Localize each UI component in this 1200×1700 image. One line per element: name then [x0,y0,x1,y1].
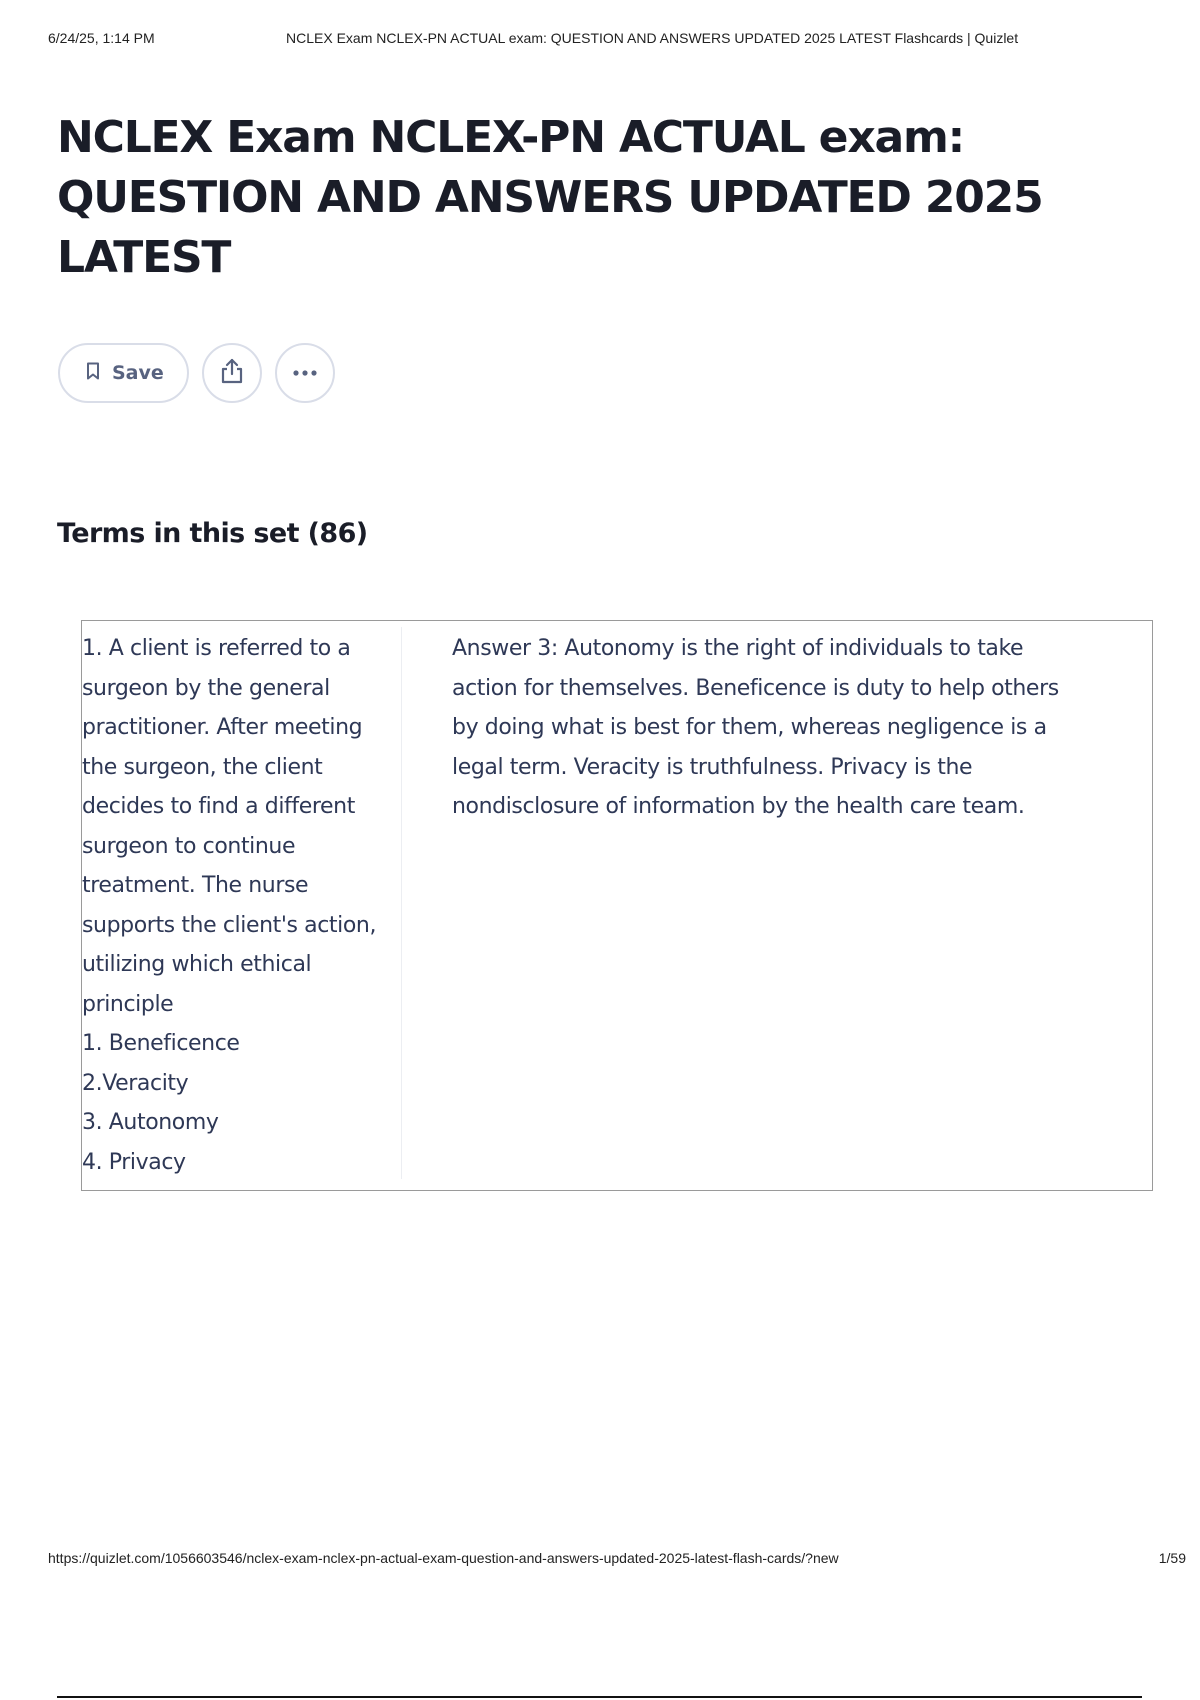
terms-heading: Terms in this set (86) [57,518,368,549]
bookmark-icon [86,362,100,385]
save-button[interactable] [58,343,189,403]
page-url: https://quizlet.com/1056603546/nclex-exam-nclex-pn-actual-exam-question-and-answers-updated-2025-latest-flash-cards/?new [48,1550,839,1566]
more-horizontal-icon [292,364,318,382]
share-icon [219,357,245,390]
share-button[interactable] [202,343,262,403]
more-options-button[interactable] [275,343,335,403]
print-footer [48,1550,1186,1570]
flashcard-term: 1. A client is referred to a surgeon by the general practitioner. After meeting the surgeon, the client decides to find a different surgeon to continue treatment. The nurse supports the client's action, utilizing which ethical principle 1. Beneficence 2.Veracity 3. Autonomy 4. Privacy [82,636,377,1175]
term-definition-divider [401,627,402,1179]
flashcard-row [81,620,1153,1191]
page-title: NCLEX Exam NCLEX-PN ACTUAL exam: QUESTION AND ANSWERS UPDATED 2025 LATEST [57,112,1043,283]
page-bottom-rule [57,1696,1142,1698]
flashcard-definition: Answer 3: Autonomy is the right of individuals to take action for themselves. Beneficence is duty to help others by doing what is best for them, whereas negligence is a legal term. Veracity is truthfulness. Privacy is the nondisclosure of information by the health care team. [452,636,1059,819]
print-header [48,30,1152,50]
page-number: 1/59 [1158,1550,1186,1566]
print-date: 6/24/25, 1:14 PM [48,30,155,46]
set-actions [58,343,335,403]
print-document-title: NCLEX Exam NCLEX-PN ACTUAL exam: QUESTION AND ANSWERS UPDATED 2025 LATEST Flashcards | Quizlet [286,30,1019,46]
save-button-label: Save [112,362,164,384]
